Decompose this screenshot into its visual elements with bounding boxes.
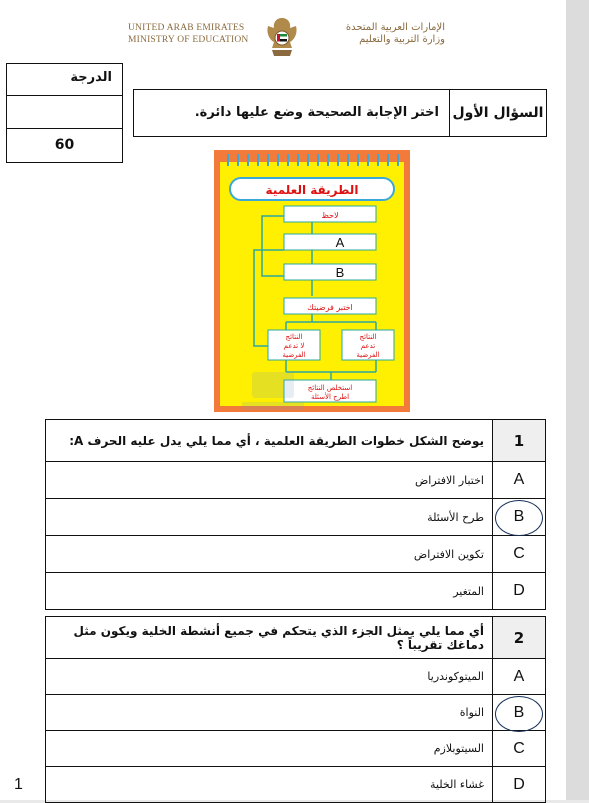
question-1-number: 1 xyxy=(493,420,546,462)
header-ar-line1: الإمارات العربية المتحدة xyxy=(345,22,445,33)
option-letter: D xyxy=(493,573,546,610)
branch-left-line1: النتائج xyxy=(285,333,303,341)
branch-right-line1: النتائج xyxy=(359,333,377,341)
option-row[interactable] xyxy=(46,536,546,573)
answer-circle-icon xyxy=(495,500,543,536)
branch-right-line2: تدعم xyxy=(360,342,376,350)
step-test-label: اختبر فرضيتك xyxy=(307,303,353,312)
option-row[interactable] xyxy=(46,695,546,731)
uae-emblem-icon xyxy=(262,14,302,64)
section-header xyxy=(133,89,547,137)
header-ar-line2: وزارة التربية والتعليم xyxy=(359,34,445,45)
question-1-table xyxy=(45,419,546,610)
step-b-box xyxy=(284,264,376,280)
page-number: 1 xyxy=(14,776,23,793)
step-a-box xyxy=(284,234,376,250)
option-letter-circled xyxy=(493,499,546,536)
section-instruction: اختر الإجابة الصحيحة وضع عليها دائرة. xyxy=(194,105,439,120)
branch-left-line2: لا تدعم xyxy=(283,342,305,350)
option-text: الميتوكوندريا xyxy=(46,659,493,695)
header-english xyxy=(128,22,258,46)
branch-left-line3: الفرضية xyxy=(282,351,306,359)
option-row[interactable] xyxy=(46,573,546,610)
branch-right-line3: الفرضية xyxy=(356,351,380,359)
step-observe-label: لاحظ xyxy=(321,211,339,220)
option-row[interactable] xyxy=(46,499,546,536)
grade-value: 60 xyxy=(54,137,75,153)
option-letter: C xyxy=(493,731,546,767)
option-letter-circled xyxy=(493,695,546,731)
question-2-text: أي مما يلي يمثل الجزء الذي يتحكم في جميع أنشطة الخلية ويكون مثل دماغك تقريباً ؟ xyxy=(46,617,493,659)
answer-circle-icon xyxy=(495,696,543,732)
diagram-title: الطريقة العلمية xyxy=(265,183,359,197)
option-text: غشاء الخلية xyxy=(46,767,493,803)
header-en-line2: MINISTRY OF EDUCATION xyxy=(128,35,249,45)
question-1-text: يوضح الشكل خطوات الطريقة العلمية ، أي مما يلي يدل عليه الحرف A: xyxy=(46,420,493,462)
option-text: المتغير xyxy=(46,573,493,610)
option-text: السيتوبلازم xyxy=(46,731,493,767)
header-en-line1: UNITED ARAB EMIRATES xyxy=(128,23,245,33)
section-title: السؤال الأول xyxy=(449,90,546,136)
step-conclude-line2: اطرح الأسئلة xyxy=(310,393,350,401)
grade-blank-cell xyxy=(7,96,122,129)
question-2-number: 2 xyxy=(493,617,546,659)
option-letter: B xyxy=(513,703,525,721)
option-text: اختبار الافتراض xyxy=(46,462,493,499)
step-conclude-line1: استخلص النتائج xyxy=(307,384,353,392)
option-row[interactable] xyxy=(46,659,546,695)
option-row[interactable] xyxy=(46,767,546,803)
option-letter: D xyxy=(493,767,546,803)
option-letter: C xyxy=(493,536,546,573)
step-b-label: B xyxy=(335,265,345,280)
grade-box xyxy=(6,63,123,163)
option-text: طرح الأسئلة xyxy=(46,499,493,536)
option-text: تكوين الافتراض xyxy=(46,536,493,573)
watermark-icon xyxy=(238,370,308,414)
grade-label: الدرجة xyxy=(7,64,122,96)
header-arabic xyxy=(305,22,445,46)
option-row[interactable] xyxy=(46,731,546,767)
question-2-table xyxy=(45,616,546,803)
option-letter: A xyxy=(493,659,546,695)
option-row[interactable] xyxy=(46,462,546,499)
option-letter: B xyxy=(513,508,525,525)
page-edge xyxy=(566,0,589,800)
step-a-label: A xyxy=(335,235,345,250)
option-letter: A xyxy=(493,462,546,499)
option-text: النواة xyxy=(46,695,493,731)
